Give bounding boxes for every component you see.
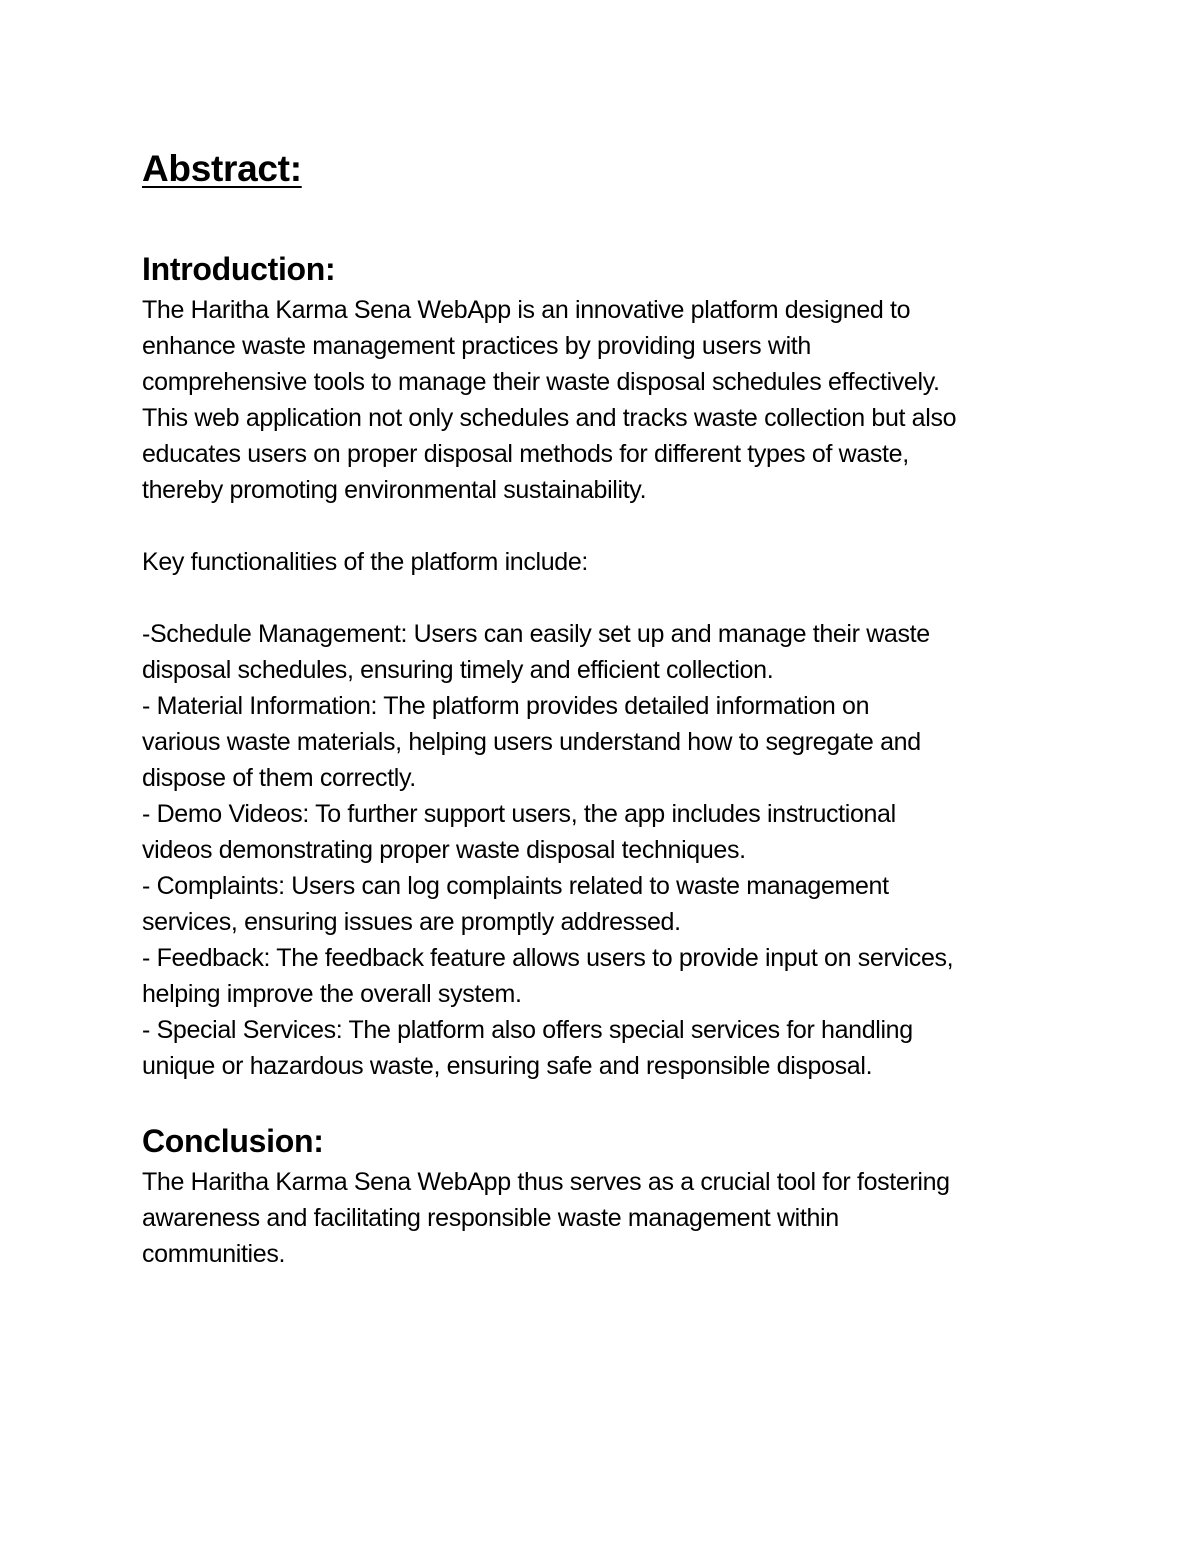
text-line: awareness and facilitating responsible waste management within <box>142 1204 839 1232</box>
feature-line: - Demo Videos: To further support users, the app includes instructional <box>142 800 896 828</box>
document-content <box>142 140 1062 1272</box>
feature-line: - Special Services: The platform also offers special services for handling <box>142 1016 913 1044</box>
conclusion-heading: Conclusion: <box>142 1123 324 1159</box>
feature-line: dispose of them correctly. <box>142 764 416 792</box>
text-line: The Haritha Karma Sena WebApp thus serves as a crucial tool for fostering <box>142 1168 950 1196</box>
conclusion-paragraph <box>142 1164 1062 1272</box>
feature-list <box>142 616 1062 1084</box>
text-line: comprehensive tools to manage their waste disposal schedules effectively. <box>142 368 940 396</box>
feature-line: - Complaints: Users can log complaints related to waste management <box>142 872 889 900</box>
feature-line: - Feedback: The feedback feature allows users to provide input on services, <box>142 944 954 972</box>
text-line: thereby promoting environmental sustainability. <box>142 476 647 504</box>
feature-line: helping improve the overall system. <box>142 980 522 1008</box>
text-line: This web application not only schedules and tracks waste collection but also <box>142 404 957 432</box>
feature-line: disposal schedules, ensuring timely and efficient collection. <box>142 656 774 684</box>
text-line: enhance waste management practices by providing users with <box>142 332 811 360</box>
abstract-title: Abstract: <box>142 148 302 189</box>
feature-line: -Schedule Management: Users can easily set up and manage their waste <box>142 620 930 648</box>
introduction-paragraph <box>142 292 1062 508</box>
feature-line: unique or hazardous waste, ensuring safe and responsible disposal. <box>142 1052 873 1080</box>
feature-line: - Material Information: The platform provides detailed information on <box>142 692 870 720</box>
introduction-heading: Introduction: <box>142 251 336 287</box>
feature-line: videos demonstrating proper waste disposal techniques. <box>142 836 746 864</box>
feature-line: various waste materials, helping users understand how to segregate and <box>142 728 921 756</box>
text-line: educates users on proper disposal methods for different types of waste, <box>142 440 909 468</box>
feature-line: services, ensuring issues are promptly addressed. <box>142 908 681 936</box>
text-line: The Haritha Karma Sena WebApp is an innovative platform designed to <box>142 296 911 324</box>
text-line: communities. <box>142 1240 286 1268</box>
key-functionalities-intro: Key functionalities of the platform include: <box>142 548 588 576</box>
